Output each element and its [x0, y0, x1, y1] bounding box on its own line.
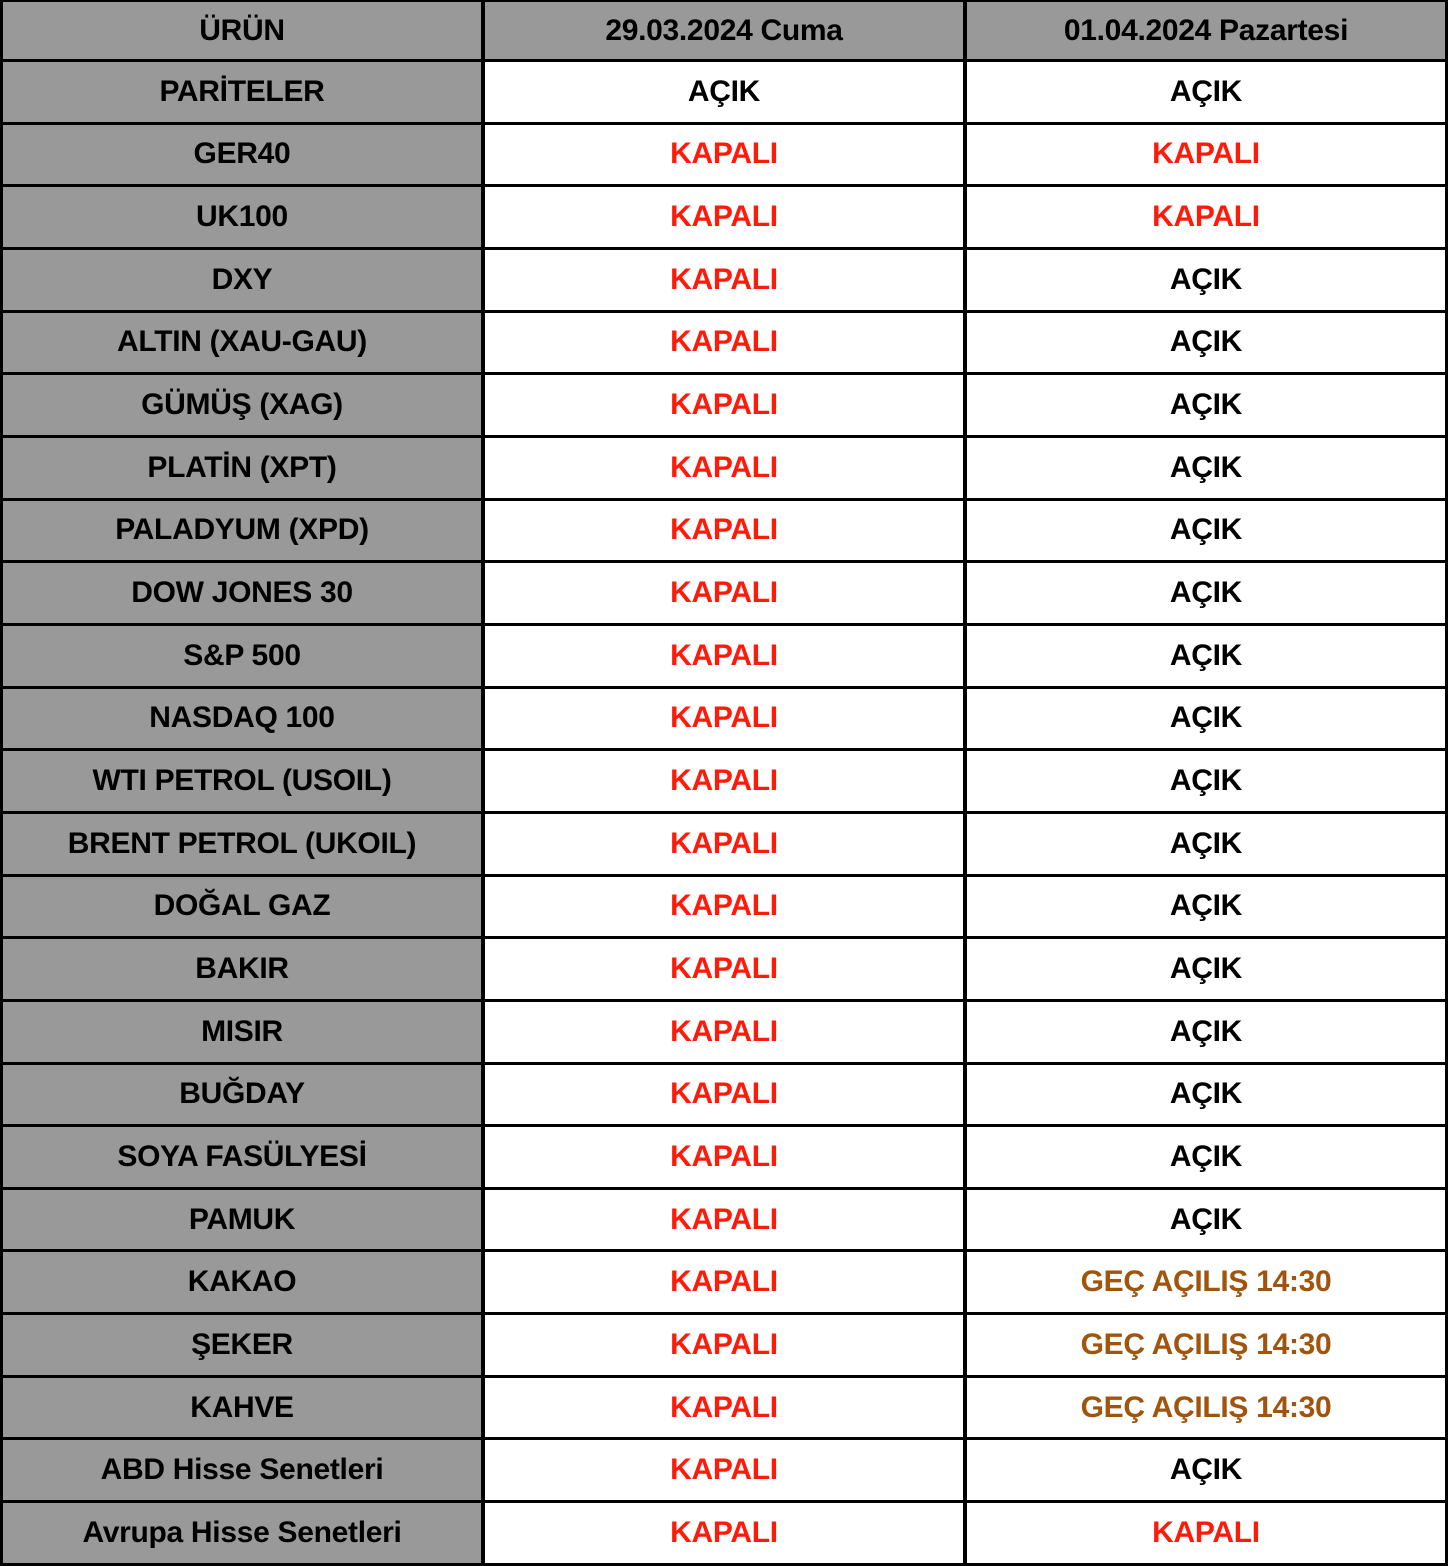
product-cell: ALTIN (XAU-GAU)	[1, 312, 483, 375]
header-product: ÜRÜN	[1, 1, 483, 61]
day2-status-cell: AÇIK	[965, 876, 1447, 939]
day1-status-cell: KAPALI	[483, 249, 965, 312]
table-row	[1, 1502, 1447, 1565]
table-row	[1, 1314, 1447, 1377]
table-row	[1, 124, 1447, 187]
header-day1: 29.03.2024 Cuma	[483, 1, 965, 61]
day1-status-cell: KAPALI	[483, 1377, 965, 1440]
table-row	[1, 750, 1447, 813]
product-cell: S&P 500	[1, 625, 483, 688]
product-cell: BRENT PETROL (UKOIL)	[1, 813, 483, 876]
table-row	[1, 1377, 1447, 1440]
header-row	[1, 1, 1447, 61]
day2-status-cell: KAPALI	[965, 1502, 1447, 1565]
table-row	[1, 813, 1447, 876]
day2-status-cell: AÇIK	[965, 1126, 1447, 1189]
table-row	[1, 1126, 1447, 1189]
product-cell: PALADYUM (XPD)	[1, 500, 483, 563]
day2-status-cell: KAPALI	[965, 186, 1447, 249]
product-cell: GÜMÜŞ (XAG)	[1, 374, 483, 437]
product-cell: DXY	[1, 249, 483, 312]
day1-status-cell: KAPALI	[483, 1126, 965, 1189]
product-cell: BUĞDAY	[1, 1064, 483, 1127]
table-row	[1, 1439, 1447, 1502]
product-cell: DOW JONES 30	[1, 562, 483, 625]
day1-status-cell: KAPALI	[483, 938, 965, 1001]
day2-status-cell: AÇIK	[965, 249, 1447, 312]
day2-status-cell: AÇIK	[965, 312, 1447, 375]
table-row	[1, 625, 1447, 688]
day1-status-cell: KAPALI	[483, 500, 965, 563]
day1-status-cell: KAPALI	[483, 1439, 965, 1502]
product-cell: NASDAQ 100	[1, 688, 483, 751]
product-cell: Avrupa Hisse Senetleri	[1, 1502, 483, 1565]
day2-status-cell: AÇIK	[965, 500, 1447, 563]
product-cell: KAHVE	[1, 1377, 483, 1440]
product-cell: KAKAO	[1, 1251, 483, 1314]
day2-status-cell: AÇIK	[965, 1439, 1447, 1502]
day1-status-cell: KAPALI	[483, 1314, 965, 1377]
day1-status-cell: KAPALI	[483, 437, 965, 500]
table-row	[1, 938, 1447, 1001]
day1-status-cell: KAPALI	[483, 688, 965, 751]
day1-status-cell: KAPALI	[483, 876, 965, 939]
day1-status-cell: KAPALI	[483, 312, 965, 375]
product-cell: PAMUK	[1, 1189, 483, 1252]
table-row	[1, 374, 1447, 437]
table-row	[1, 437, 1447, 500]
day2-status-cell: AÇIK	[965, 61, 1447, 124]
day1-status-cell: AÇIK	[483, 61, 965, 124]
day2-status-cell: AÇIK	[965, 1189, 1447, 1252]
header-day2: 01.04.2024 Pazartesi	[965, 1, 1447, 61]
product-cell: DOĞAL GAZ	[1, 876, 483, 939]
product-cell: SOYA FASÜLYESİ	[1, 1126, 483, 1189]
day1-status-cell: KAPALI	[483, 1251, 965, 1314]
table-row	[1, 1251, 1447, 1314]
product-cell: BAKIR	[1, 938, 483, 1001]
product-cell: MISIR	[1, 1001, 483, 1064]
day1-status-cell: KAPALI	[483, 625, 965, 688]
table-row	[1, 1064, 1447, 1127]
day1-status-cell: KAPALI	[483, 1189, 965, 1252]
day1-status-cell: KAPALI	[483, 374, 965, 437]
day2-status-cell: AÇIK	[965, 1001, 1447, 1064]
day2-status-cell: AÇIK	[965, 562, 1447, 625]
day2-status-cell: AÇIK	[965, 938, 1447, 1001]
day2-status-cell: AÇIK	[965, 374, 1447, 437]
table-body	[1, 61, 1447, 1565]
product-cell: WTI PETROL (USOIL)	[1, 750, 483, 813]
product-cell: ŞEKER	[1, 1314, 483, 1377]
table-row	[1, 186, 1447, 249]
day2-status-cell: GEÇ AÇILIŞ 14:30	[965, 1314, 1447, 1377]
day1-status-cell: KAPALI	[483, 1064, 965, 1127]
day1-status-cell: KAPALI	[483, 562, 965, 625]
market-hours-table	[1, 1, 1447, 1565]
day1-status-cell: KAPALI	[483, 1001, 965, 1064]
day2-status-cell: KAPALI	[965, 124, 1447, 187]
day1-status-cell: KAPALI	[483, 1502, 965, 1565]
day2-status-cell: AÇIK	[965, 813, 1447, 876]
table-row	[1, 562, 1447, 625]
product-cell: PLATİN (XPT)	[1, 437, 483, 500]
product-cell: ABD Hisse Senetleri	[1, 1439, 483, 1502]
product-cell: PARİTELER	[1, 61, 483, 124]
table-row	[1, 249, 1447, 312]
day2-status-cell: GEÇ AÇILIŞ 14:30	[965, 1251, 1447, 1314]
day1-status-cell: KAPALI	[483, 750, 965, 813]
table-row	[1, 61, 1447, 124]
product-cell: UK100	[1, 186, 483, 249]
day2-status-cell: GEÇ AÇILIŞ 14:30	[965, 1377, 1447, 1440]
day2-status-cell: AÇIK	[965, 437, 1447, 500]
table-row	[1, 500, 1447, 563]
product-cell: GER40	[1, 124, 483, 187]
table-row	[1, 876, 1447, 939]
table-row	[1, 1189, 1447, 1252]
day2-status-cell: AÇIK	[965, 625, 1447, 688]
day2-status-cell: AÇIK	[965, 1064, 1447, 1127]
table-row	[1, 1001, 1447, 1064]
day1-status-cell: KAPALI	[483, 186, 965, 249]
table-row	[1, 688, 1447, 751]
day1-status-cell: KAPALI	[483, 813, 965, 876]
table-row	[1, 312, 1447, 375]
day2-status-cell: AÇIK	[965, 688, 1447, 751]
day1-status-cell: KAPALI	[483, 124, 965, 187]
day2-status-cell: AÇIK	[965, 750, 1447, 813]
